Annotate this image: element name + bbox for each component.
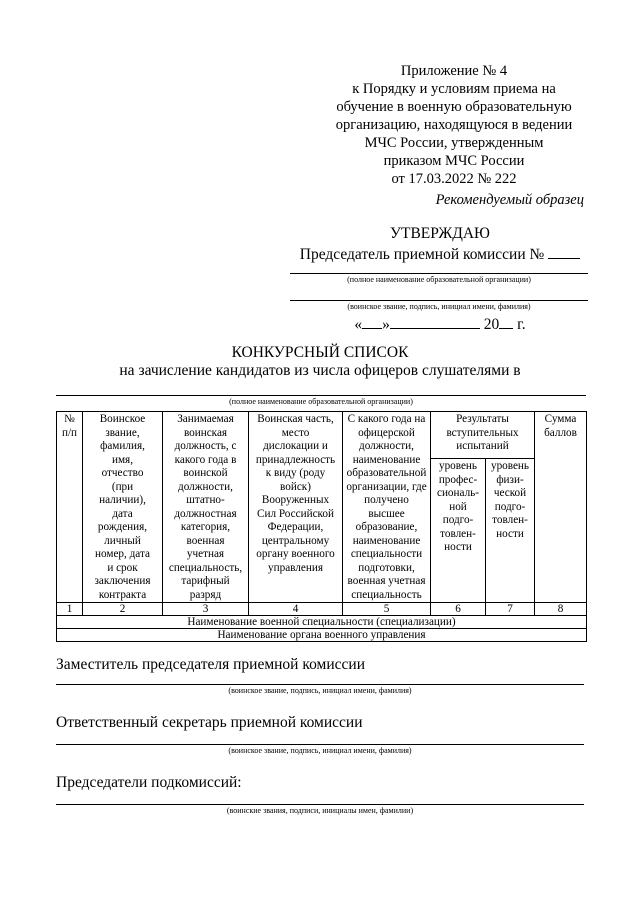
org-name-line-2[interactable] [56, 395, 586, 396]
signature-line[interactable] [290, 300, 588, 301]
approval-date [290, 314, 590, 334]
date-quote-open: « [354, 316, 363, 333]
chair-text: Председатель приемной комиссии № [299, 246, 545, 263]
column-number: 7 [486, 603, 535, 616]
header-number: № п/п [57, 412, 83, 603]
column-number: 5 [343, 603, 431, 616]
header-education: С какого года на офицерской должности, наименование образовательной организации, где получено высшее образование, наименование специальности подготовки, военная учетная специальность [343, 412, 431, 603]
sample-label: Рекомендуемый образец [435, 192, 584, 208]
header-physical-level: уровень физи- ческой подго- товлен- ности [486, 459, 535, 603]
column-number: 3 [163, 603, 249, 616]
appendix-line: организацию, находящуюся в ведении [335, 117, 573, 133]
subcommission-chairs-signature-line[interactable] [56, 804, 584, 805]
date-year-blank[interactable] [499, 314, 513, 329]
column-number: 8 [535, 603, 587, 616]
header-total-score: Сумма баллов [535, 412, 587, 603]
org-name-line[interactable] [290, 273, 588, 274]
appendix-line: от 17.03.2022 № 222 [391, 171, 517, 187]
table-header-row [57, 412, 587, 459]
header-rank-name: Воинское звание, фамилия, имя, отчество (при наличии), дата рождения, личный номер, дата и срок заключения контракта [83, 412, 163, 603]
document-title: КОНКУРСНЫЙ СПИСОК [231, 344, 409, 361]
chair-line [290, 244, 590, 264]
subcommission-chairs-title: Председатели подкомиссий: [56, 774, 242, 791]
header-professional-level: уровень профес- сиональ- ной подго- товлен- ности [431, 459, 486, 603]
deputy-chair-signature-line[interactable] [56, 684, 584, 685]
column-number: 1 [57, 603, 83, 616]
org-caption: (полное наименование образовательной организации) [347, 275, 531, 284]
secretary-title: Ответственный секретарь приемной комиссии [56, 714, 363, 731]
column-number: 4 [249, 603, 343, 616]
approval-title: УТВЕРЖДАЮ [390, 225, 490, 242]
appendix-line: к Порядку и условиям приема на [352, 81, 556, 97]
column-number: 6 [431, 603, 486, 616]
deputy-chair-title: Заместитель председателя приемной комиссии [56, 656, 366, 673]
secretary-caption: (воинское звание, подпись, инициал имени, фамилия) [228, 746, 412, 755]
org-caption-2: (полное наименование образовательной организации) [229, 397, 413, 406]
appendix-line: МЧС России, утвержденным [364, 135, 544, 151]
subcommission-chairs-caption: (воинские звания, подписи, инициалы имен, фамилии) [226, 806, 414, 815]
column-number: 2 [83, 603, 163, 616]
appendix-header [320, 62, 588, 188]
specialty-row [57, 616, 587, 629]
date-year-prefix: 20 [483, 316, 500, 333]
document-subtitle: на зачисление кандидатов из числа офицеров слушателями в [119, 362, 521, 379]
appendix-line: обучение в военную образовательную [336, 99, 572, 115]
commission-number-blank[interactable] [548, 244, 580, 259]
authority-row [57, 629, 587, 642]
deputy-chair-caption: (воинское звание, подпись, инициал имени, фамилия) [228, 686, 412, 695]
header-results: Результаты вступительных испытаний [431, 412, 535, 459]
competition-table [56, 411, 587, 642]
appendix-line: Приложение № 4 [400, 63, 508, 79]
authority-name: Наименование органа военного управления [57, 629, 587, 642]
date-year-suffix: г. [517, 316, 526, 333]
header-position: Занимаемая воинская должность, с какого года в воинской должности, штатно- должностная категория, военная учетная специальность, тарифный разряд [163, 412, 249, 603]
signature-caption: (воинское звание, подпись, инициал имени, фамилия) [347, 302, 531, 311]
secretary-signature-line[interactable] [56, 744, 584, 745]
appendix-line: приказом МЧС России [383, 153, 525, 169]
date-day-blank[interactable] [362, 314, 382, 329]
date-quote-close: » [382, 316, 390, 333]
date-month-blank[interactable] [390, 314, 480, 329]
specialty-name: Наименование военной специальности (специализации) [57, 616, 587, 629]
column-number-row [57, 603, 587, 616]
header-unit: Воинская часть, место дислокации и принадлежность к виду (роду войск) Вооруженных Сил Российской Федерации, центральному органу военного управления [249, 412, 343, 603]
